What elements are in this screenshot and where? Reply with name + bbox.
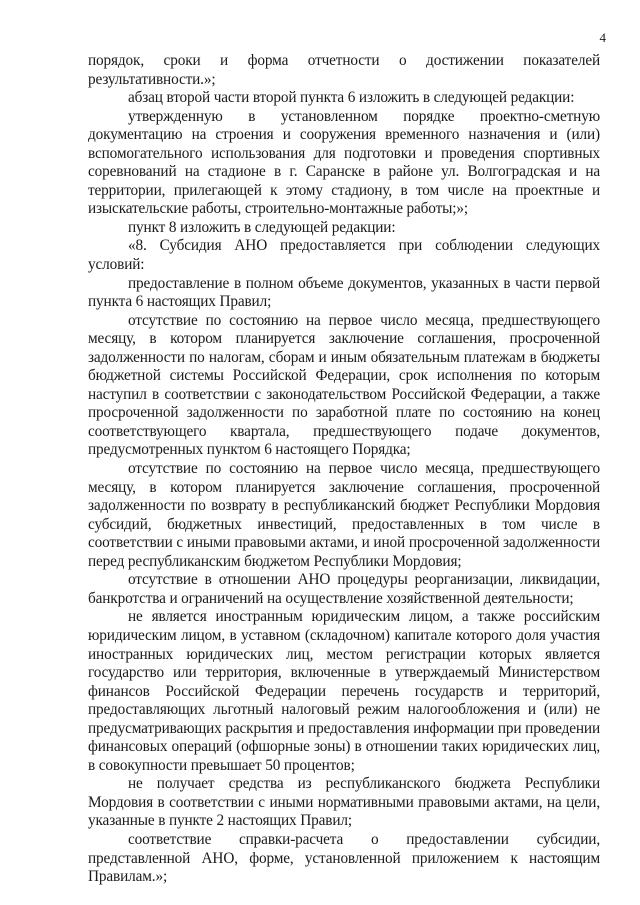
paragraph-9: отсутствие в отношении АНО процедуры реорганизации, ликвидации, банкротства и ограничений на осуществление хозяйственной деятельности; [88,571,600,607]
paragraph-8: отсутствие по состоянию на первое число месяца, предшествующего месяцу, в котором планируется заключение соглашения, просроченной задолженности по возврату в республиканский бюджет Республики Мордовия субсидий, бюджетных инвестиций, предоставленных в том числе в соответствии с иными правовыми актами, и иной просроченной задолженности перед республиканским бюджетом Республики Мордовия; [88,460,600,570]
paragraph-5: «8. Субсидия АНО предоставляется при соблюдении следующих условий: [88,237,600,274]
paragraph-6: предоставление в полном объеме документов, указанных в части первой пункта 6 настоящих Правил; [88,274,600,311]
paragraph-11: не получает средства из республиканского бюджета Республики Мордовия в соответствии с иными нормативными правовыми актами, на цели, указанные в пункте 2 настоящих Правил; [88,775,600,830]
paragraph-10: не является иностранным юридическим лицом, а также российским юридическим лицом, в уставном (складочном) капитале которого доля участия иностранных юридических лиц, местом регистрации которых является государство или территория, включенные в утверждаемый Министерством финансов Российской Федерации перечень государств и территорий, предоставляющих льготный налоговый режим налогообложения и (или) не предусматривающих раскрытия и предоставления информации при проведении финансовых операций (офшорные зоны) в отношении таких юридических лиц, в совокупности превышает 50 процентов; [88,608,600,774]
paragraph-7: отсутствие по состоянию на первое число месяца, предшествующего месяцу, в котором планируется заключение соглашения, просроченной задолженности по налогам, сборам и иным обязательным платежам в бюджеты бюджетной системы Российской Федерации, срок исполнения по которым наступил в соответствии с законодательством Российской Федерации, а также просроченной задолженности по заработной плате по состоянию на конец соответствующего квартала, предшествующего подаче документов, предусмотренных пунктом 6 настоящего Порядка; [88,311,600,459]
paragraph-12: соответствие справки-расчета о предоставлении субсидии, представленной АНО, форме, установленной приложением к настоящим Правилам.»; [88,830,600,886]
paragraph-2: абзац второй части второй пункта 6 изложить в следующей редакции: [128,89,575,107]
paragraph-1: порядок, сроки и форма отчетности о достижении показателей результативности.»; [88,52,600,88]
paragraph-4: пункт 8 изложить в следующей редакции: [128,218,396,236]
document-body [88,52,600,887]
paragraph-3: утвержденную в установленном порядке проектно-сметную документацию на строения и сооружения временного назначения и (или) вспомогательного использования для подготовки и проведения спортивных соревнований на стадионе в г. Саранске в районе ул. Волгоградская и на территории, прилегающей к этому стадиону, в том числе на проектные и изыскательские работы, строительно-монтажные работы;»; [88,107,600,218]
page-number: 4 [599,30,606,45]
